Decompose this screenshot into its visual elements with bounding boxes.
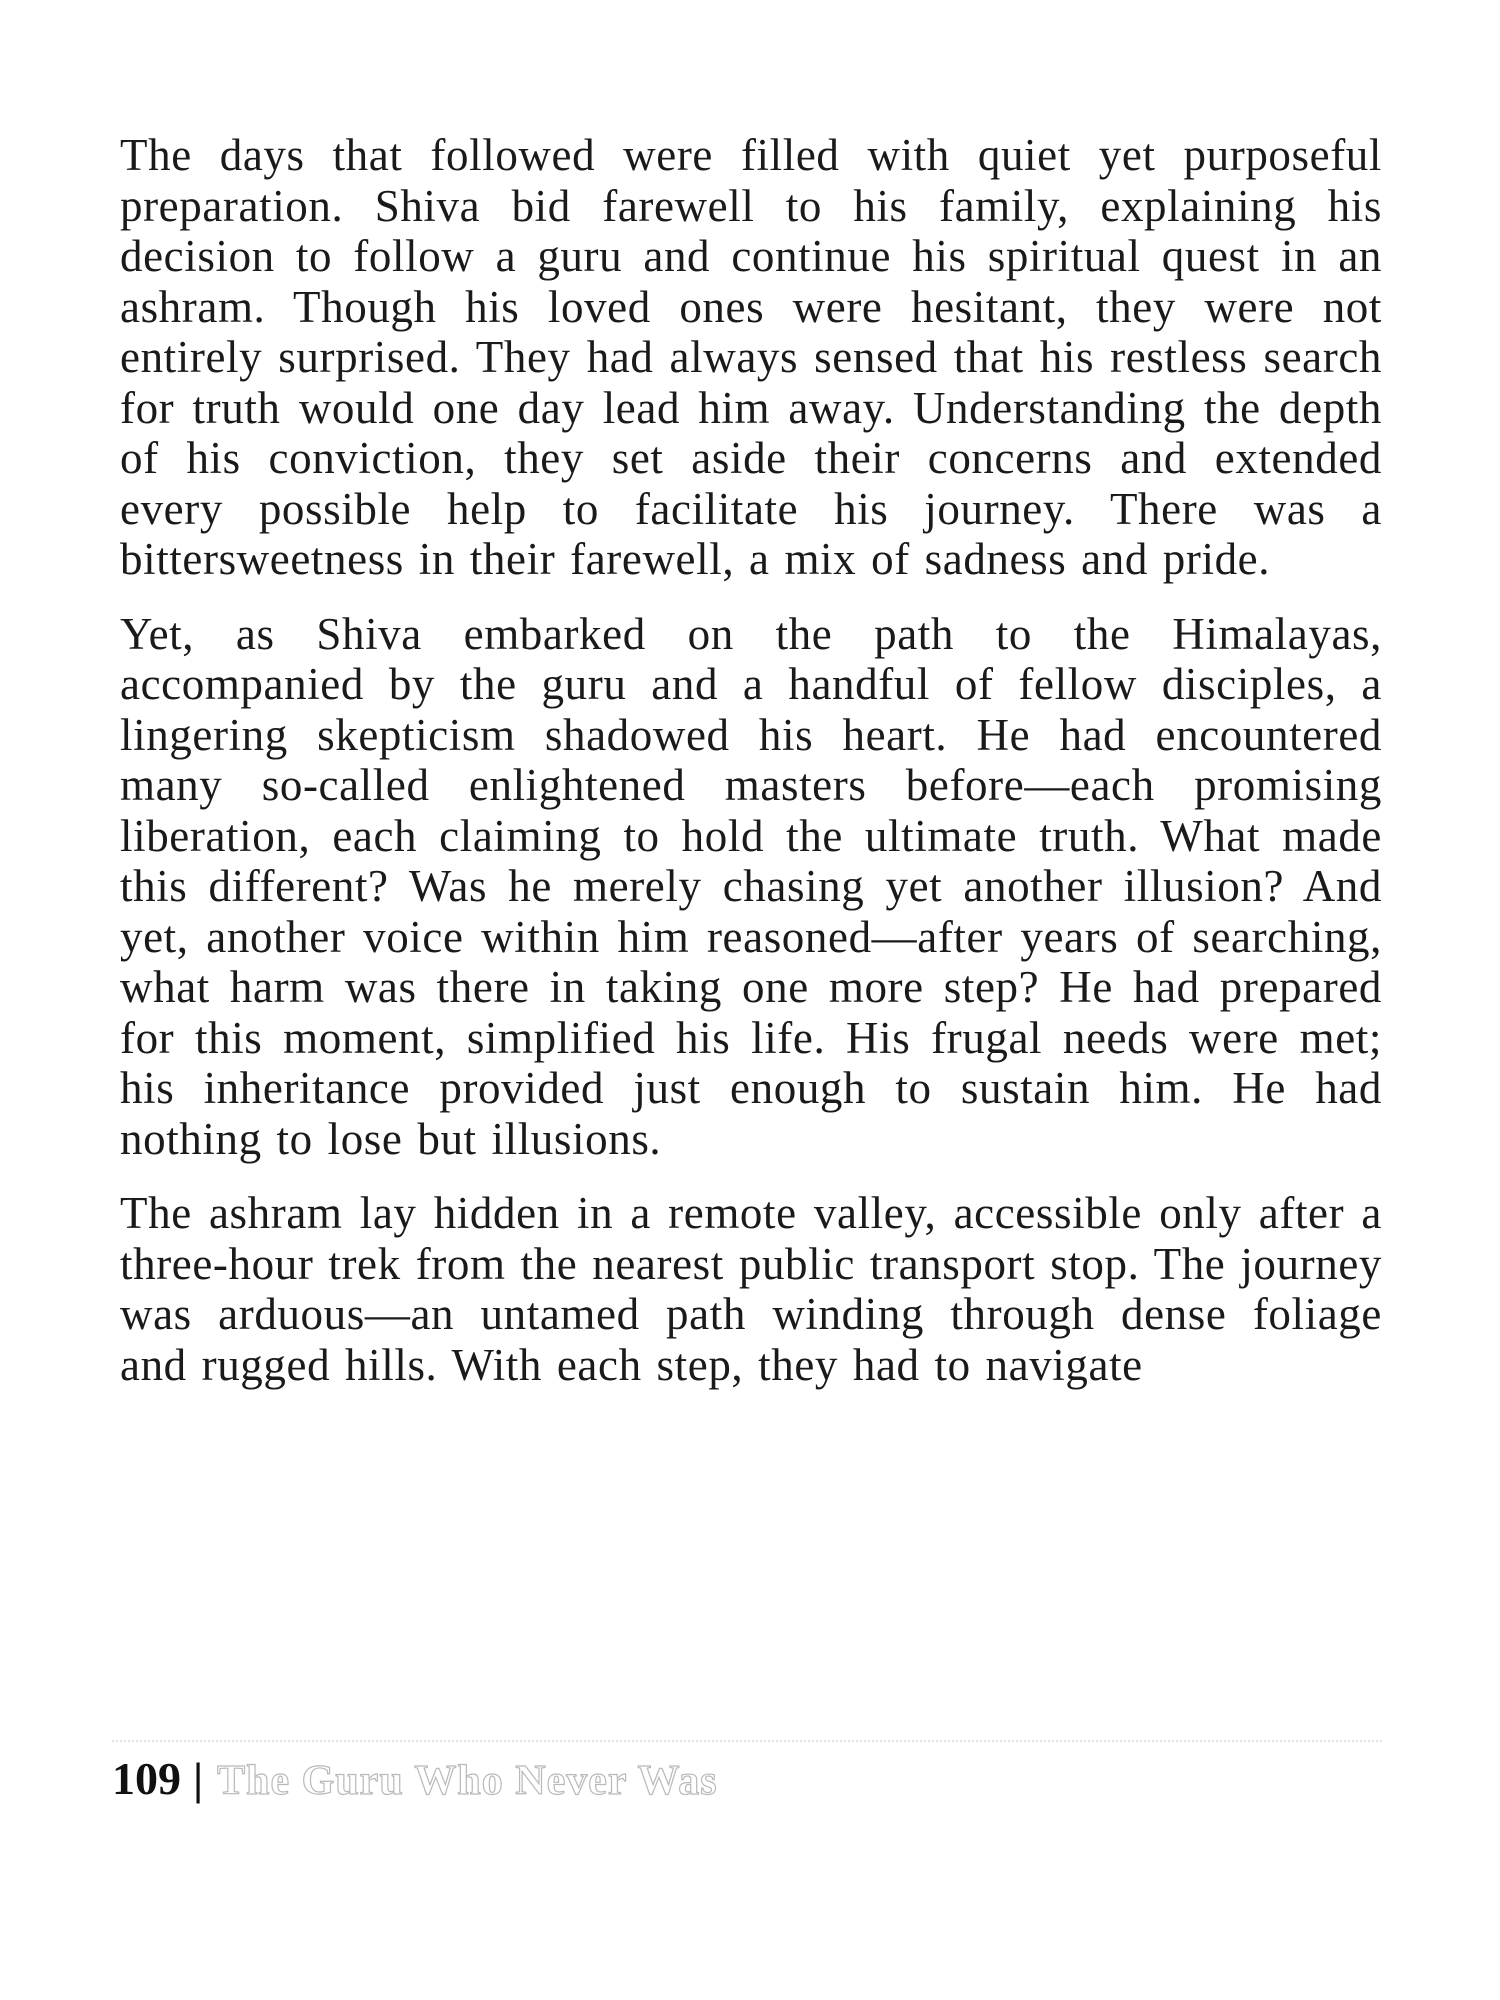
body-text [120, 130, 1382, 1414]
paragraph-3: The ashram lay hidden in a remote valley, accessible only after a three-hour trek from the nearest public transport stop. The journey was arduous—an untamed path winding through dense foliage and rugged hills. With each step, they had to navigate [120, 1188, 1382, 1390]
page-number: 109 [112, 1753, 181, 1804]
paragraph-2: Yet, as Shiva embarked on the path to the Himalayas, accompanied by the guru and a handful of fellow disciples, a lingering skepticism shadowed his heart. He had encountered many so-called enlightened masters before—each promising liberation, each claiming to hold the ultimate truth. What made this different? Was he merely chasing yet another illusion? And yet, another voice within him reasoned—after years of searching, what harm was there in taking one more step? He had prepared for this moment, simplified his life. His frugal needs were met; his inheritance provided just enough to sustain him. He had nothing to lose but illusions. [120, 608, 1382, 1164]
paragraph-1: The days that followed were filled with quiet yet purposeful preparation. Shiva bid farewell to his family, explaining his decision to follow a guru and continue his spiritual quest in an ashram. Though his loved ones were hesitant, they were not entirely surprised. They had always sensed that his restless search for truth would one day lead him away. Understanding the depth of his conviction, they set aside their concerns and extended every possible help to facilitate his journey. There was a bittersweetness in their farewell, a mix of sadness and pride. [120, 130, 1382, 584]
footer-separator: | [193, 1753, 204, 1804]
footer-divider [112, 1740, 1382, 1742]
running-title: The Guru Who Never Was [217, 1758, 718, 1804]
page-footer [112, 1752, 718, 1812]
